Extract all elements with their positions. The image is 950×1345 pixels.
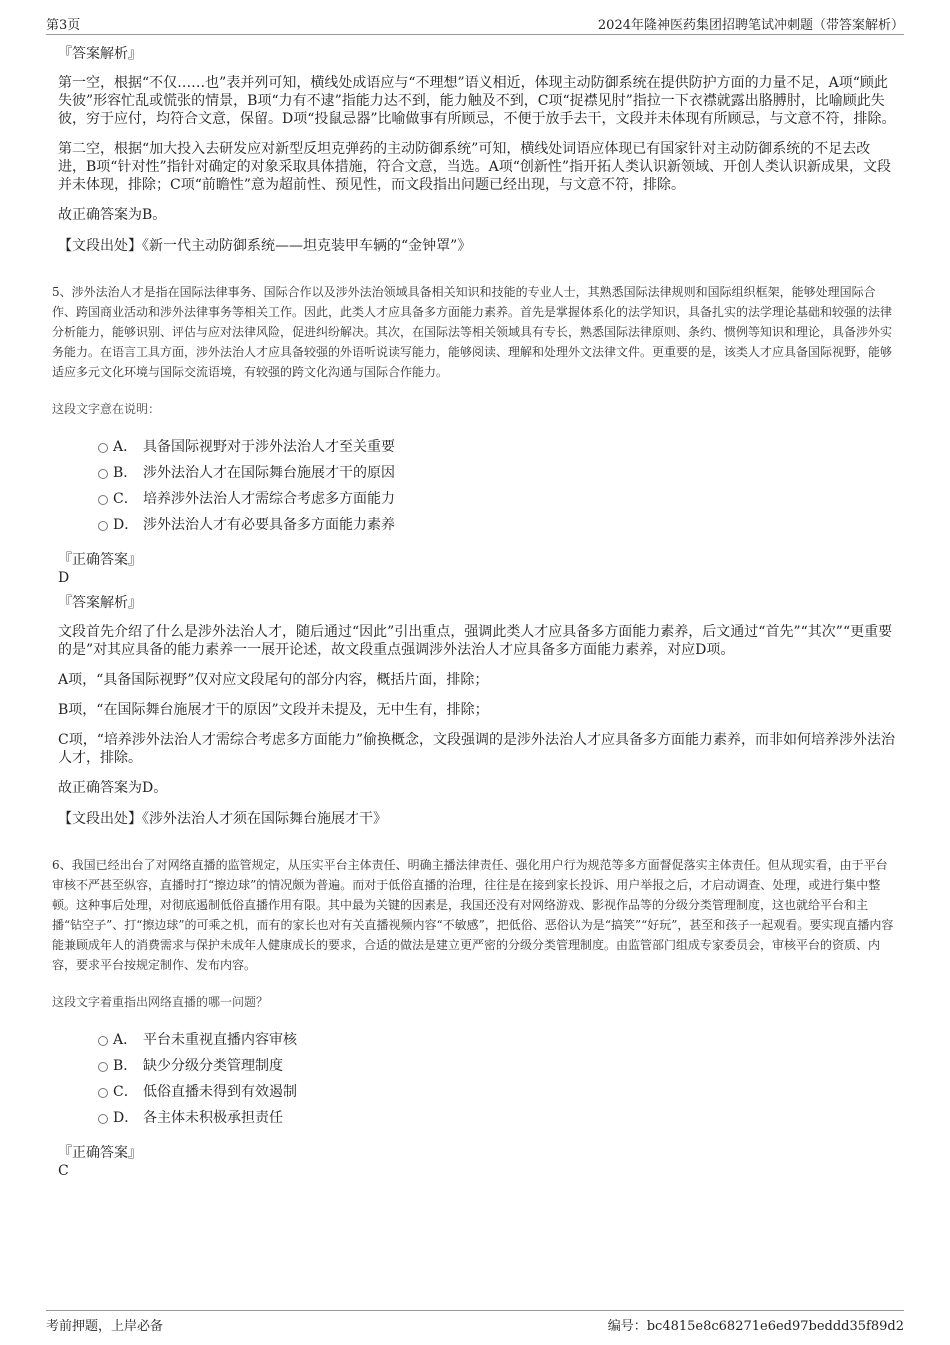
- option-text: 各主体未积极承担责任: [143, 1110, 283, 1126]
- question-6-prompt: 这段文字着重指出网络直播的哪一问题？: [52, 995, 269, 1009]
- correct-answer: D: [58, 570, 70, 586]
- analysis-paragraph: B项，“在国际舞台施展才干的原因”文段并未提及，无中生有，排除；: [58, 702, 489, 718]
- option-letter: A．: [113, 1032, 138, 1048]
- radio-icon[interactable]: [98, 443, 108, 453]
- option-text: 涉外法治人才在国际舞台施展才干的原因: [143, 465, 395, 481]
- option-a[interactable]: [58, 437, 898, 463]
- option-text: 涉外法治人才有必要具备多方面能力素养: [143, 517, 395, 533]
- question-5-prompt: 这段文字意在说明：: [52, 402, 161, 416]
- option-d[interactable]: [58, 515, 898, 541]
- option-c[interactable]: [58, 1082, 898, 1108]
- page-number: 第3页: [46, 18, 81, 33]
- question-6-text: 6、我国已经出台了对网络直播的监管规定，从压实平台主体责任、明确主播法律责任、强化用户行为规范等多方面督促落实主体责任。但从现实看，由于平台审核不严甚至纵容，直播时打“擦边球”的情况颇为普遍。而对于低俗直播的治理，往往是在接到家长投诉、用户举报之后，才启动调查、处理，或进行集中整顿。这种事后处理，对彻底遏制低俗直播作用有限。其中最为关键的因素是，我国还没有对网络游戏、影视作品等的分级分类管理制度，这也就给平台和主播“钻空子”、打“擦边球”的可乘之机，而有的家长也对有关直播视频内容“不敏感”，把低俗、恶俗认为是“搞笑”“好玩”，甚至和孩子一起观看。要实现直播内容能兼顾成年人的消费需求与保护未成年人健康成长的要求，合适的做法是建立更严密的分级分类管理制度。由监管部门组成专家委员会，审核平台的资质、内容，要求平台按规定制作、发布内容。: [52, 858, 894, 972]
- analysis-paragraph: 文段首先介绍了什么是涉外法治人才，随后通过“因此”引出重点，强调此类人才应具备多方面能力素养，后文通过“首先”“其次”“更重要的是”对其应具备的能力素养一一展开论述，故文段重点强调涉外法治人才应具备多方面能力素养，对应D项。: [58, 624, 893, 658]
- document-id: 编号：bc4815e8c68271e6ed97beddd35f89d2: [607, 1319, 904, 1334]
- option-letter: B．: [113, 465, 138, 481]
- document-title: 2024年隆神医药集团招聘笔试冲刺题（带答案解析）: [597, 18, 904, 33]
- option-letter: A．: [113, 439, 138, 455]
- option-b[interactable]: [58, 463, 898, 489]
- analysis-conclusion: 故正确答案为D。: [58, 780, 168, 796]
- analysis-label: 『答案解析』: [58, 595, 142, 611]
- passage-source: 【文段出处】《涉外法治人才须在国际舞台施展才干》: [58, 811, 387, 827]
- correct-answer-label: 『正确答案』: [58, 552, 142, 568]
- radio-icon[interactable]: [98, 1088, 108, 1098]
- option-text: 平台未重视直播内容审核: [143, 1032, 297, 1048]
- option-letter: C．: [113, 491, 138, 507]
- analysis-paragraph: A项，“具备国际视野”仅对应文段尾句的部分内容，概括片面，排除；: [58, 672, 489, 688]
- option-text: 培养涉外法治人才需综合考虑多方面能力: [143, 491, 395, 507]
- option-letter: D．: [113, 517, 139, 533]
- option-a[interactable]: [58, 1030, 898, 1056]
- option-c[interactable]: [58, 489, 898, 515]
- passage-source: 【文段出处】《新一代主动防御系统——坦克装甲车辆的“金钟罩”》: [58, 238, 472, 254]
- option-letter: C．: [113, 1084, 138, 1100]
- question-6-options: [58, 1030, 898, 1134]
- analysis-label: 『答案解析』: [58, 46, 142, 62]
- option-letter: D．: [113, 1110, 139, 1126]
- option-b[interactable]: [58, 1056, 898, 1082]
- analysis-conclusion: 故正确答案为B。: [58, 207, 167, 223]
- option-d[interactable]: [58, 1108, 898, 1134]
- correct-answer: C: [58, 1163, 69, 1179]
- analysis-paragraph: 第一空，根据“不仅……也”表并列可知，横线处成语应与“不理想”语义相近，体现主动防御系统在提供防护方面的力量不足，A项“顾此失彼”形容忙乱或慌张的情景，B项“力有不逮”指能力达不到，能力触及不到，C项“捉襟见肘”指拉一下衣襟就露出胳膊肘，比喻顾此失彼，穷于应付，均符合文意，保留。D项“投鼠忌器”比喻做事有所顾忌，不便于放手去干，文段并未体现有所顾忌，与文意不符，排除。: [58, 75, 896, 127]
- radio-icon[interactable]: [98, 495, 108, 505]
- radio-icon[interactable]: [98, 521, 108, 531]
- radio-icon[interactable]: [98, 1062, 108, 1072]
- analysis-paragraph: 第二空，根据“加大投入去研发应对新型反坦克弹药的主动防御系统”可知，横线处词语应体现已有国家针对主动防御系统的不足去改进，B项“针对性”指针对确定的对象采取具体措施，符合文意，当选。A项“创新性”指开拓人类认识新领域、开创人类认识新成果，文段并未体现，排除；C项“前瞻性”意为超前性、预见性，而文段指出问题已经出现，与文意不符，排除。: [58, 141, 892, 193]
- option-text: 缺少分级分类管理制度: [143, 1058, 283, 1074]
- page-header: [46, 12, 904, 35]
- analysis-paragraph: C项，“培养涉外法治人才需综合考虑多方面能力”偷换概念，文段强调的是涉外法治人才应具备多方面能力素养，而非如何培养涉外法治人才，排除。: [58, 732, 896, 766]
- option-text: 具备国际视野对于涉外法治人才至关重要: [143, 439, 395, 455]
- option-letter: B．: [113, 1058, 138, 1074]
- option-text: 低俗直播未得到有效遏制: [143, 1084, 297, 1100]
- footer-slogan: 考前押题，上岸必备: [46, 1319, 164, 1334]
- correct-answer-label: 『正确答案』: [58, 1145, 142, 1161]
- page-content: [52, 44, 898, 1186]
- question-5-options: [58, 437, 898, 541]
- radio-icon[interactable]: [98, 1114, 108, 1124]
- radio-icon[interactable]: [98, 469, 108, 479]
- question-5-text: 5、涉外法治人才是指在国际法律事务、国际合作以及涉外法治领域具备相关知识和技能的专业人士，其熟悉国际法律规则和国际组织框架，能够处理国际合作、跨国商业活动和涉外法律事务等相关工作。因此，此类人才应具备多方面能力素养。首先是掌握体系化的法学知识，具备扎实的法学理论基础和较强的法律分析能力，能够识别、评估与应对法律风险，促进纠纷解决。其次，在国际法等相关领域具有专长，熟悉国际法律原则、条约、惯例等知识和理论，具备涉外实务能力。在语言工具方面，涉外法治人才应具备较强的外语听说读写能力，能够阅读、理解和处理外文法律文件。更重要的是，该类人才应具备国际视野，能够适应多元文化环境与国际交流语境，有较强的跨文化沟通与国际合作能力。: [52, 285, 893, 379]
- radio-icon[interactable]: [98, 1036, 108, 1046]
- page-footer: [46, 1310, 904, 1334]
